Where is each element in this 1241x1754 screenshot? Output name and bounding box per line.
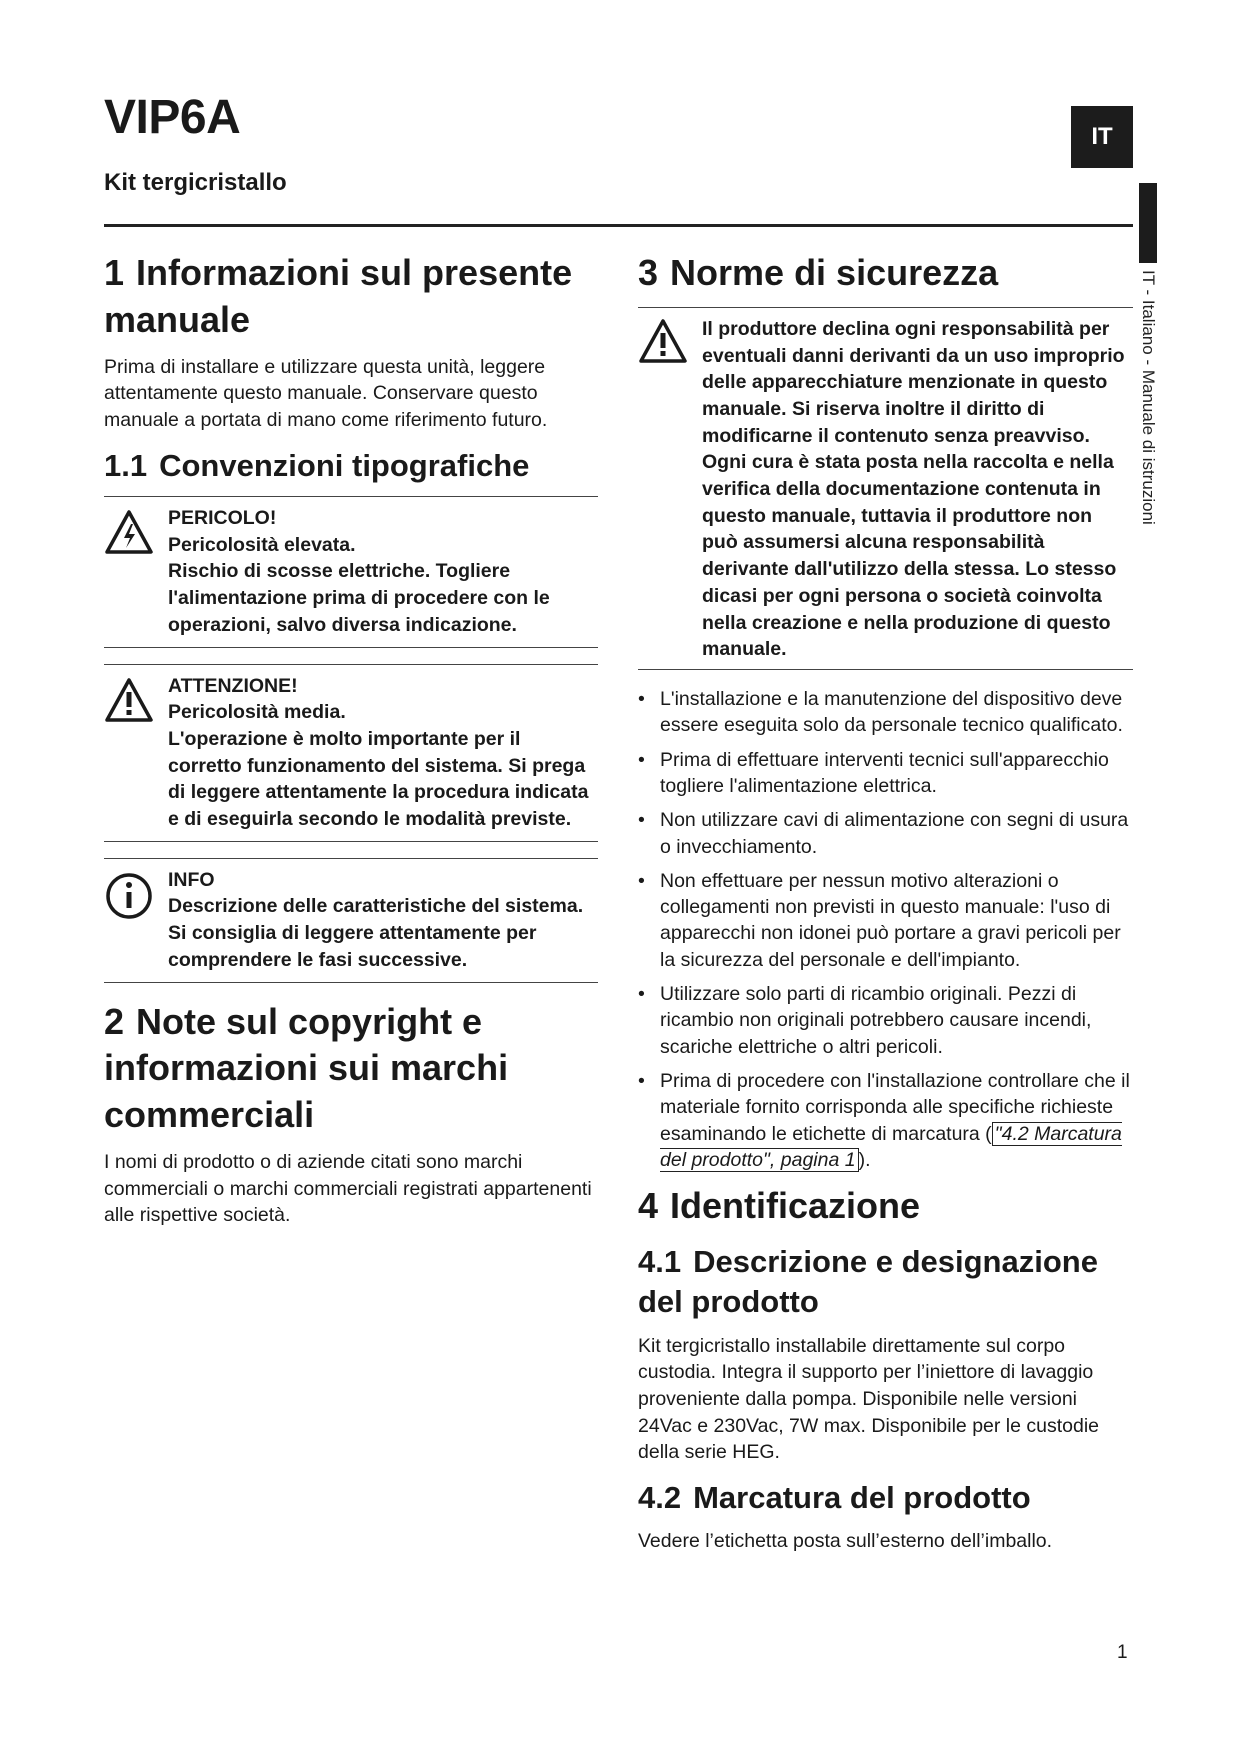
safety-warning	[638, 307, 1133, 670]
section-4-1-text: Kit tergicristallo installabile direttamente sul corpo custodia. Integra il supporto per l’iniettore di lavaggio proveniente dalla pompa. Disponibile nelle versioni 24Vac e 230Vac, 7W max. Disponibile per le custodie della serie HEG.	[638, 1334, 1100, 1464]
cross-reference-link[interactable]: "4.2 Marcatura del prodotto", pagina 1	[660, 1122, 1122, 1171]
list-item: • Utilizzare solo parti di ricambio originali. Pezzi di ricambio non originali potrebbero causare incendi, scariche elettriche o altri pericoli.	[638, 981, 1133, 1060]
caution-title: ATTENZIONE!	[168, 674, 298, 697]
document-title: VIP6A	[104, 91, 241, 144]
info-text: Si consiglia di leggere attentamente per comprendere le fasi successive.	[168, 922, 537, 971]
side-marker	[1139, 183, 1157, 263]
section-4-heading: 4 Identificazione	[638, 1185, 921, 1227]
info-icon	[104, 871, 154, 921]
electric-hazard-icon	[104, 509, 154, 555]
list-item: • L'installazione e la manutenzione del dispositivo deve essere eseguita solo da personale tecnico qualificato.	[638, 686, 1133, 739]
section-4-1-heading: 4.1 Descrizione e designazione del prodotto	[638, 1244, 1098, 1320]
section-1-heading: 1 Informazioni sul presente manuale	[104, 252, 573, 340]
document-subtitle: Kit tergicristallo	[104, 169, 287, 196]
warning-icon	[638, 318, 688, 364]
left-column	[104, 250, 598, 1241]
info-description: Descrizione delle caratteristiche del sistema.	[168, 895, 584, 918]
list-item: • Non effettuare per nessun motivo alterazioni o collegamenti non previsti in questo manuale: l'uso di apparecchi non idonei può portare a gravi pericoli per la sicurezza del personale e dell'impianto.	[638, 868, 1133, 973]
safety-warning-text: Il produttore declina ogni responsabilità per eventuali danni derivanti da un uso improprio delle apparecchiature menzionate in questo manuale. Si riserva inoltre il diritto di modificarne il contenuto senza preavviso. Ogni cura è stata posta nella raccolta e nella verifica della documentazione contenuta in questo manuale, tuttavia il produttore non può assumersi alcuna responsabilità derivante dall'utilizzo della stessa. Lo stesso dicasi per ogni persona o società coinvolta nella creazione e nella produzione di questo manuale.	[702, 317, 1125, 661]
info-notice	[104, 858, 598, 983]
right-column	[638, 250, 1133, 1567]
header-divider	[104, 224, 1133, 227]
danger-text: Rischio di scosse elettriche. Togliere l'alimentazione prima di procedere con le operazioni, salvo diversa indicazione.	[168, 560, 550, 636]
section-4-2-text: Vedere l’etichetta posta sull’esterno dell’imballo.	[638, 1530, 1053, 1553]
list-item: • Non utilizzare cavi di alimentazione con segni di usura o invecchiamento.	[638, 807, 1133, 860]
list-item: • Prima di effettuare interventi tecnici sull'apparecchio togliere l'alimentazione elettrica.	[638, 747, 1133, 800]
info-title: INFO	[168, 868, 215, 891]
section-3-heading: 3 Norme di sicurezza	[638, 252, 999, 293]
section-4-2-heading: 4.2 Marcatura del prodotto	[638, 1480, 1031, 1516]
section-1-1-heading: 1.1 Convenzioni tipografiche	[104, 447, 530, 483]
section-2-heading: 2 Note sul copyright e informazioni sui marchi commerciali	[104, 1000, 509, 1136]
caution-text: L'operazione è molto importante per il corretto funzionamento del sistema. Si prega di leggere attentamente la procedura indicata e di eseguirla secondo le modalità previste.	[168, 727, 589, 831]
danger-notice	[104, 496, 598, 648]
danger-level: Pericolosità elevata.	[168, 533, 356, 556]
danger-title: PERICOLO!	[168, 507, 277, 529]
caution-notice	[104, 664, 598, 842]
section-1-text: Prima di installare e utilizzare questa unità, leggere attentamente questo manuale. Conservare questo manuale a portata di mano come riferimento futuro.	[104, 355, 548, 431]
safety-list	[638, 686, 1133, 1173]
list-item: • Prima di procedere con l'installazione controllare che il materiale fornito corrisponda alle specifiche richieste esaminando le etichette di marcatura ( "4.2 Marcatura del prodotto", pagina 1 ).	[638, 1068, 1133, 1173]
caution-level: Pericolosità media.	[168, 701, 346, 724]
warning-icon	[104, 677, 154, 723]
language-badge: IT	[1071, 106, 1133, 168]
side-label: IT - Italiano - Manuale di istruzioni	[1139, 270, 1158, 525]
section-2-text: I nomi di prodotto o di aziende citati sono marchi commerciali o marchi commerciali registrati appartenenti alle rispettive società.	[104, 1150, 592, 1227]
page-number: 1	[1117, 1642, 1128, 1663]
